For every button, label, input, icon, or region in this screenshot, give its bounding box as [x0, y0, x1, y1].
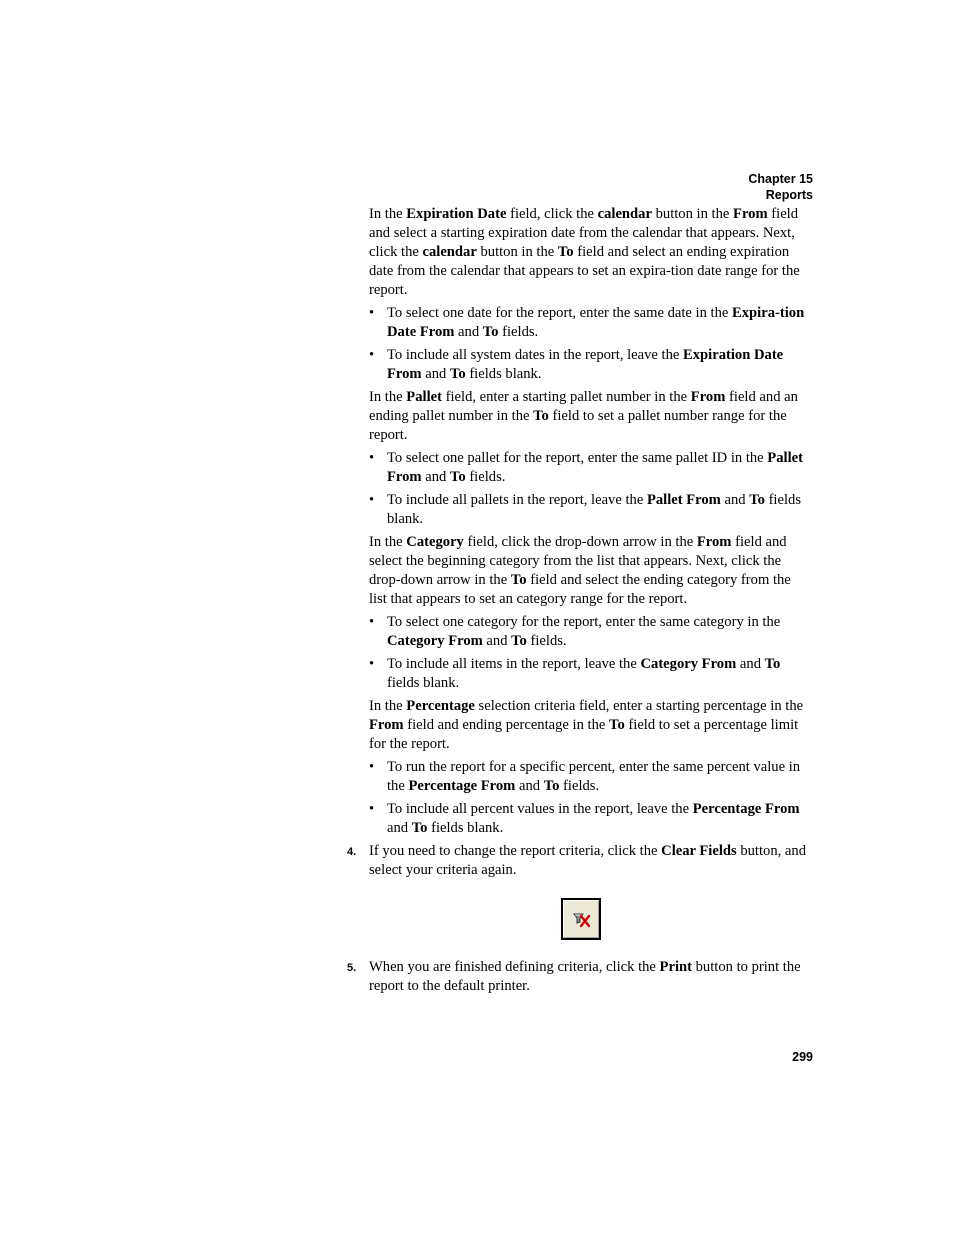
list-item: • To select one date for the report, enter the same date in the Expira-tion Date From and To fields.: [369, 304, 812, 342]
pallet-paragraph: In the Pallet field, enter a starting pallet number in the From field and an ending pallet number in the To field to set a pallet number range for the report.: [369, 389, 798, 443]
clear-fields-figure: [369, 898, 812, 946]
clear-fields-icon: [572, 911, 592, 929]
list-item: • To include all pallets in the report, leave the Pallet From and To fields blank.: [369, 491, 812, 529]
body-content: [347, 205, 812, 1000]
list-item: • To select one pallet for the report, enter the same pallet ID in the Pallet From and To fields.: [369, 449, 812, 487]
list-item: • To include all percent values in the report, leave the Percentage From and To fields blank.: [369, 800, 812, 838]
step-number: 4.: [347, 846, 357, 858]
chapter-label: Chapter 15: [748, 172, 813, 186]
step-4: 4. If you need to change the report criteria, click the Clear Fields button, and select your criteria again.: [347, 843, 807, 878]
list-item: • To run the report for a specific percent, enter the same percent value in the Percentage From and To fields.: [369, 758, 812, 796]
section-label: Reports: [765, 188, 813, 202]
running-header: [748, 171, 813, 203]
expiration-date-paragraph: In the Expiration Date field, click the calendar button in the From field and select a starting expiration date from the calendar that appears. Next, click the calendar button in the To field and select an ending expiration date from the calendar that appears to set an expira-tion date range for the report.: [369, 206, 800, 298]
step-5: 5. When you are finished defining criteria, click the Print button to print the report to the default printer.: [347, 959, 801, 994]
category-paragraph: In the Category field, click the drop-down arrow in the From field and select the beginning category from the list that appears. Next, click the drop-down arrow in the To field and select the ending category from the list that appears to set an category range for the report.: [369, 534, 791, 607]
step-number: 5.: [347, 962, 357, 974]
page-number: 299: [792, 1050, 813, 1064]
percentage-paragraph: In the Percentage selection criteria field, enter a starting percentage in the From field and ending percentage in the To field to set a percentage limit for the report.: [369, 698, 804, 752]
list-item: • To select one category for the report, enter the same category in the Category From and To fields.: [369, 613, 812, 651]
list-item: • To include all system dates in the report, leave the Expiration Date From and To fields blank.: [369, 346, 812, 384]
clear-fields-button[interactable]: [561, 898, 601, 940]
list-item: • To include all items in the report, leave the Category From and To fields blank.: [369, 655, 812, 693]
